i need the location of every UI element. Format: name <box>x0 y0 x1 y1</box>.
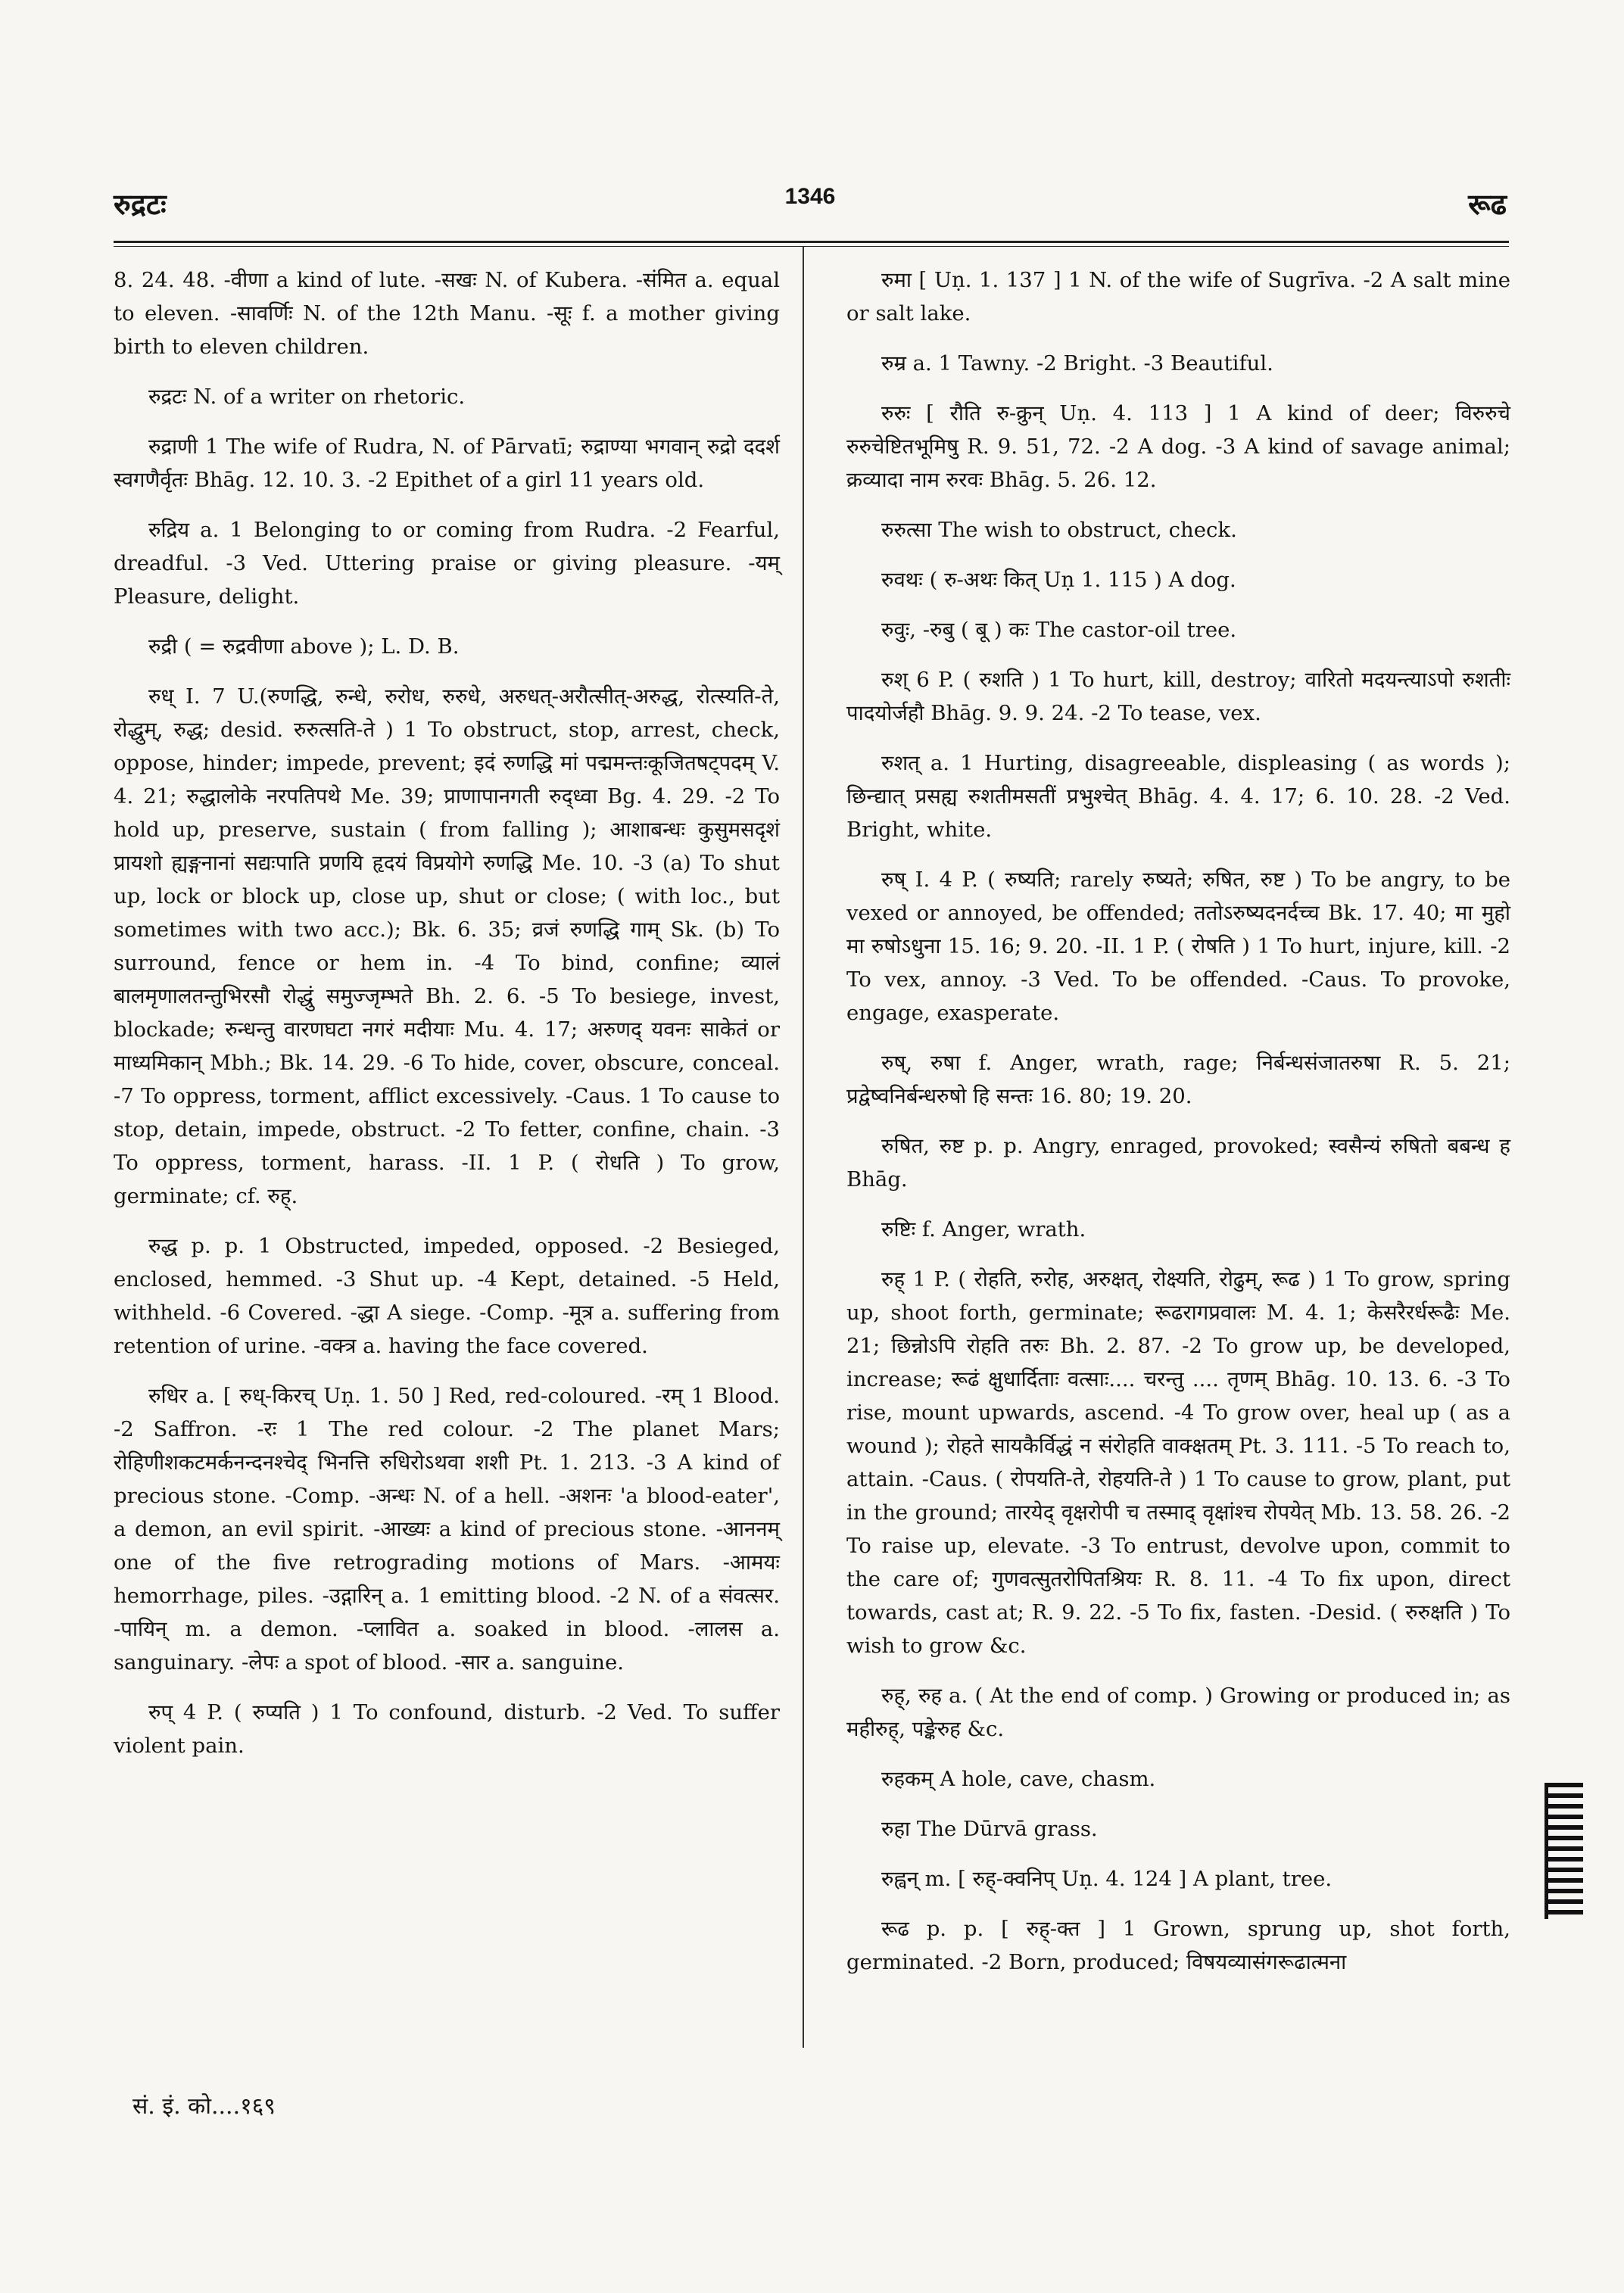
dictionary-entry: रुद्राणी 1 The wife of Rudra, N. of Pārvatī; रुद्राण्या भगवान् रुद्रो ददर्श स्वगणैर्वृतः Bhāg. 12. 10. 3. -2 Epithet of a girl 11 years old. <box>114 435 780 492</box>
page-number: 1346 <box>784 184 836 209</box>
dictionary-entry: रुरुत्सा The wish to obstruct, check. <box>881 518 1237 542</box>
dictionary-entry: रुद्रिय a. 1 Belonging to or coming from Rudra. -2 Fearful, dreadful. -3 Ved. Uttering praise or giving pleasure. -यम् Pleasure, delight. <box>114 518 780 609</box>
dictionary-entry: रुद्रटः N. of a writer on rhetoric. <box>148 385 466 409</box>
right-column <box>846 263 1510 1995</box>
dictionary-entry: रुरुः [ रौति रु-क्रुन् Uṇ. 4. 113 ] 1 A kind of deer; विरुरुचे रुरुचेष्टितभूमिषु R. 9. 51, 72. -2 A dog. -3 A kind of savage animal; क्रव्यादा नाम रुरवः Bhāg. 5. 26. 12. <box>846 401 1510 492</box>
dictionary-entry: रुष्, रुषा f. Anger, wrath, rage; निर्बन्धसंजातरुषा R. 5. 21; प्रद्वेष्वनिर्बन्धरुषो हि सन्तः 16. 80; 19. 20. <box>846 1051 1510 1108</box>
right-running-headword: रूढ <box>1468 187 1507 221</box>
dictionary-entry: रुश् 6 P. ( रुशति ) 1 To hurt, kill, destroy; वारितो मदयन्त्याऽपो रुशतीः पादयोर्जहौ Bhāg. 9. 9. 24. -2 To tease, vex. <box>846 668 1510 725</box>
page-header <box>114 170 1507 231</box>
dictionary-entry: रुवथः ( रु-अथः कित् Uṇ 1. 115 ) A dog. <box>881 568 1236 592</box>
column-divider <box>803 246 804 2048</box>
dictionary-entry: रुधिर a. [ रुध्-किरच् Uṇ. 1. 50 ] Red, red-coloured. -रम् 1 Blood. -2 Saffron. -रः 1 The red colour. -2 The planet Mars; रोहिणीशकटमर्कनन्दनश्चेद् भिनत्ति रुधिरोऽथवा शशी Pt. 1. 213. -3 A kind of precious stone. -Comp. -अन्धः N. of a hell. -अशनः 'a blood-eater', a demon, an evil spirit. -आख्यः a kind of precious stone. -आननम् one of the five retrograding motions of Mars. -आमयः hemorrhage, piles. -उद्गारिन् a. 1 emitting blood. -2 N. of a संवत्सर. -पायिन् m. a demon. -प्लावित a. soaked in blood. -लालस a. sanguinary. -लेपः a spot of blood. -सार a. sanguine. <box>114 1384 780 1675</box>
dictionary-entry: 8. 24. 48. -वीणा a kind of lute. -सखः N. of Kubera. -संमित a. equal to eleven. -सावर्णिः N. of the 12th Manu. -सूः f. a mother giving birth to eleven children. <box>114 268 780 359</box>
dictionary-entry: रुमा [ Uṇ. 1. 137 ] 1 N. of the wife of Sugrīva. -2 A salt mine or salt lake. <box>846 268 1510 326</box>
dictionary-entry: रुध् I. 7 U.(रुणद्धि, रुन्धे, रुरोध, रुरुधे, अरुधत्-अरौत्सीत्-अरुद्ध, रोत्स्यति-ते, रोद्धुम्, रुद्ध; desid. रुरुत्सति-ते ) 1 To obstruct, stop, arrest, check, oppose, hinder; impede, prevent; इदं रुणद्धि मां पद्ममन्तःकूजितषट्पदम् V. 4. 21; रुद्धालोके नरपतिपथे Me. 39; प्राणापानगती रुद्ध्वा Bg. 4. 29. -2 To hold up, preserve, sustain ( from falling ); आशाबन्धः कुसुमसदृशं प्रायशो ह्यङ्गनानां सद्यःपाति प्रणयि हृदयं विप्रयोगे रुणद्धि Me. 10. -3 (a) To shut up, lock or block up, close up, shut or close; ( with loc., but sometimes with two acc.); Bk. 6. 35; व्रजं रुणद्धि गाम् Sk. (b) To surround, fence or hem in. -4 To bind, confine; व्यालं बालमृणालतन्तुभिरसौ रोद्धुं समुज्जृम्भते Bh. 2. 6. -5 To besiege, invest, blockade; रुन्धन्तु वारणघटा नगरं मदीयाः Mu. 4. 17; अरुणद् यवनः साकेतं or माध्यमिकान् Mbh.; Bk. 14. 29. -6 To hide, cover, obscure, conceal. -7 To oppress, torment, afflict excessively. -Caus. 1 To cause to stop, detain, impede, obstruct. -2 To fetter, confine, chain. -3 To oppress, torment, harass. -II. 1 P. ( रोधति ) To grow, germinate; cf. रुह्. <box>114 684 780 1208</box>
header-rule <box>114 241 1509 247</box>
dictionary-entry: रुह्, रुह a. ( At the end of comp. ) Growing or produced in; as महीरुह्, पङ्केरुह &c. <box>846 1684 1510 1741</box>
signature-line: सं. इं. को....१६९ <box>132 2093 276 2120</box>
dictionary-entry: रुशत् a. 1 Hurting, disagreeable, displeasing ( as words ); छिन्द्यात् प्रसह्य रुशतीमसतीं प्रभुश्चेत् Bhāg. 4. 4. 17; 6. 10. 28. -2 Ved. Bright, white. <box>846 751 1510 842</box>
dictionary-entry: रुवुः, -रुबु ( बू ) कः The castor-oil tree. <box>881 618 1237 642</box>
dictionary-entry: रुम्र a. 1 Tawny. -2 Bright. -3 Beautiful. <box>881 351 1273 375</box>
dictionary-entry: रुह्वन् m. [ रुह्-क्वनिप् Uṇ. 4. 124 ] A plant, tree. <box>881 1867 1333 1891</box>
dictionary-entry: रुहा The Dūrvā grass. <box>881 1817 1098 1841</box>
dictionary-entry: रुद्ध p. p. 1 Obstructed, impeded, opposed. -2 Besieged, enclosed, hemmed. -3 Shut up. -4 Kept, detained. -5 Held, withheld. -6 Covered. -द्धा A siege. -Comp. -मूत्र a. suffering from retention of urine. -वक्त्र a. having the face covered. <box>114 1234 780 1358</box>
dictionary-entry: रूढ p. p. [ रुह्-क्त ] 1 Grown, sprung up, shot forth, germinated. -2 Born, produced; विषयव्यासंगरूढात्मना <box>846 1917 1510 1974</box>
dictionary-entry: रुष् I. 4 P. ( रुष्यति; rarely रुष्यते; रुषित, रुष्ट ) To be angry, to be vexed or annoyed, be offended; ततोऽरुष्यदनर्दच्च Bk. 17. 40; मा मुहो मा रुषोऽधुना 15. 16; 9. 20. -II. 1 P. ( रोषति ) 1 To hurt, injure, kill. -2 To vex, annoy. -3 Ved. To be offended. -Caus. To provoke, engage, exasperate. <box>846 868 1510 1025</box>
left-running-headword: रुद्रटः <box>114 187 167 221</box>
dictionary-entry: रुहकम् A hole, cave, chasm. <box>881 1767 1156 1791</box>
dictionary-entry: रुष्टिः f. Anger, wrath. <box>881 1217 1086 1242</box>
left-column <box>114 263 780 1779</box>
dictionary-entry: रुद्री ( = रुद्रवीणा above ); L. D. B. <box>148 634 460 659</box>
margin-thumb-mark <box>1545 1783 1583 1919</box>
dictionary-entry: रुह् 1 P. ( रोहति, रुरोह, अरुक्षत्, रोक्ष्यति, रोढुम्, रूढ ) 1 To grow, spring up, shoot forth, germinate; रूढरागप्रवालः M. 4. 1; केसरैरर्धरूढैः Me. 21; छिन्नोऽपि रोहति तरुः Bh. 2. 87. -2 To grow up, be developed, increase; रूढं क्षुधार्दिताः वत्साः.... चरन्तु .... तृणम् Bhāg. 10. 13. 6. -3 To rise, mount upwards, ascend. -4 To grow over, heal up ( as a wound ); रोहते सायकैर्विद्धं न संरोहति वाक्क्षतम् Pt. 3. 111. -5 To reach to, attain. -Caus. ( रोपयति-ते, रोहयति-ते ) 1 To cause to grow, plant, put in the ground; तारयेद् वृक्षरोपी च तस्माद् वृक्षांश्च रोपयेत् Mb. 13. 58. 26. -2 To raise up, elevate. -3 To entrust, devolve upon, commit to the care of; गुणवत्सुतरोपितश्रियः R. 8. 11. -4 To fix upon, direct towards, cast at; R. 9. 22. -5 To fix, fasten. -Desid. ( रुरुक्षति ) To wish to grow &c. <box>846 1267 1510 1658</box>
dictionary-entry: रुषित, रुष्ट p. p. Angry, enraged, provoked; स्वसैन्यं रुषितो बबन्ध ह Bhāg. <box>846 1134 1510 1192</box>
dictionary-entry: रुप् 4 P. ( रुप्यति ) 1 To confound, disturb. -2 Ved. To suffer violent pain. <box>114 1700 780 1758</box>
